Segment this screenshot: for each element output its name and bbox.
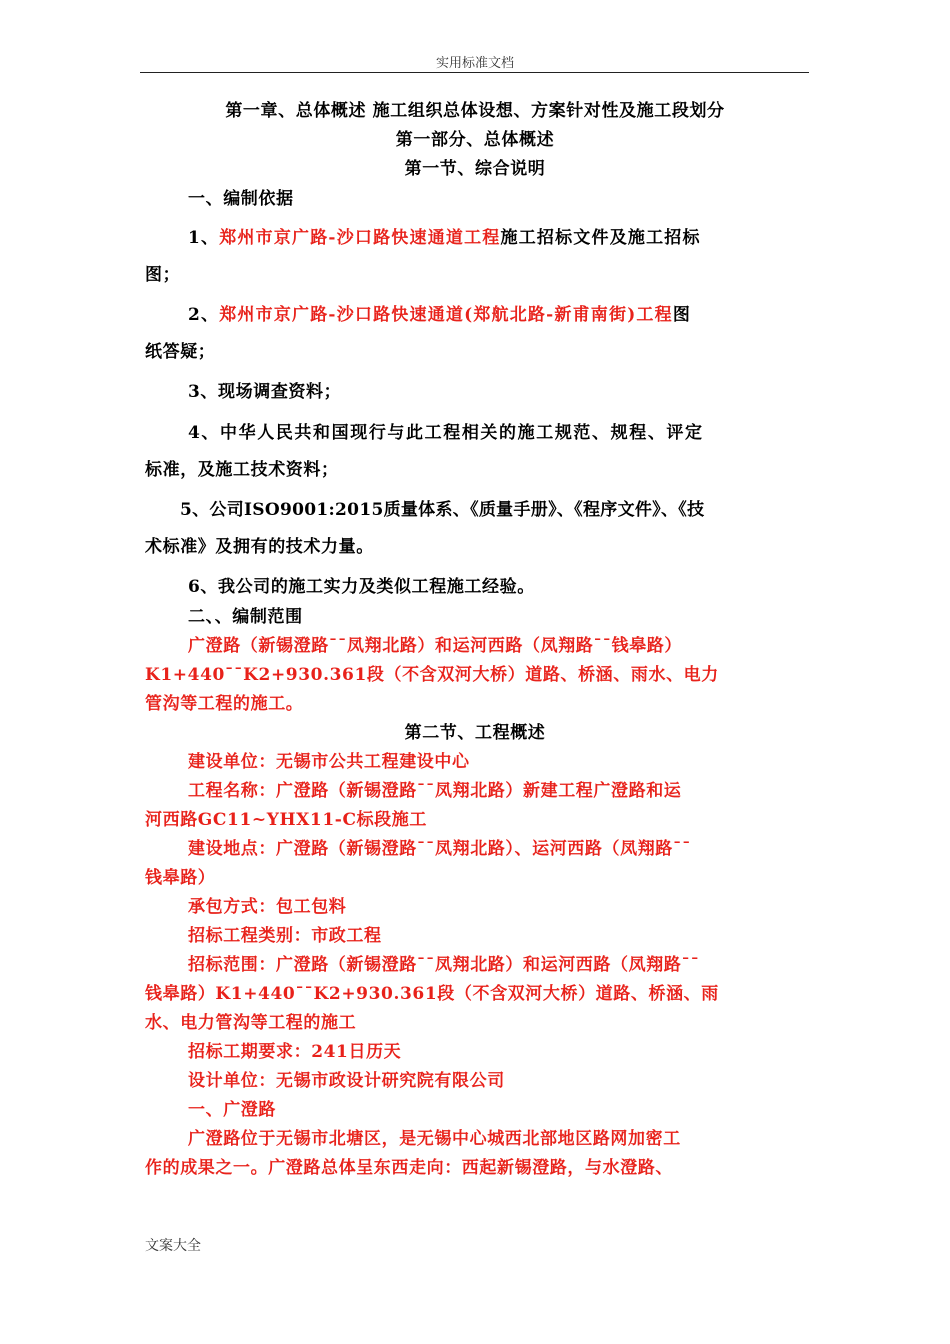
header-divider — [140, 72, 809, 73]
overview-designer: 设计单位：无锡市政设计研究院有限公司 — [188, 1071, 505, 1091]
overview-location-2: 钱皋路） — [145, 868, 216, 888]
basis-item-2-prefix: 2、 — [188, 305, 220, 325]
overview-heading: 第二节、工程概述 — [404, 723, 546, 743]
chapter-title: 第一章、总体概述 施工组织总体设想、方案针对性及施工段划分 — [225, 101, 725, 121]
basis-item-1-rest: 施工招标文件及施工招标 — [500, 228, 701, 248]
overview-builder: 建设单位：无锡市公共工程建设中心 — [188, 752, 470, 772]
section-title: 第一节、综合说明 — [404, 159, 546, 179]
basis-item-5: 5、公司ISO9001:2015质量体系、《质量手册》、《程序文件》、《技 — [180, 500, 705, 520]
overview-range-1: 招标范围：广澄路（新锡澄路¯¯凤翔北路）和运河西路（凤翔路¯¯ — [188, 955, 700, 975]
part-title: 第一部分、总体概述 — [395, 130, 555, 150]
basis-item-1-prefix: 1、 — [188, 228, 220, 248]
scope-heading: 二、、编制范围 — [188, 607, 303, 627]
basis-item-1-project: 郑州市京广路-沙口路快速通道工程 — [219, 228, 501, 248]
basis-item-2 — [188, 304, 691, 326]
road-line-2: 作的成果之一。广澄路总体呈东西走向：西起新锡澄路，与水澄路、 — [145, 1158, 673, 1178]
road-heading: 一、广澄路 — [188, 1100, 276, 1120]
basis-item-2-rest: 图 — [672, 305, 692, 325]
basis-item-1 — [188, 227, 701, 249]
basis-item-2-project: 郑州市京广路-沙口路快速通道(郑航北路-新甫南街)工程 — [219, 305, 673, 325]
overview-name-1: 工程名称：广澄路（新锡澄路¯¯凤翔北路）新建工程广澄路和运 — [188, 781, 682, 801]
overview-range-2: 钱皋路）K1+440¯¯K2+930.361段（不含双河大桥）道路、桥涵、雨 — [145, 984, 719, 1004]
scope-line-2: K1+440¯¯K2+930.361段（不含双河大桥）道路、桥涵、雨水、电力 — [145, 665, 719, 685]
page-footer: 文案大全 — [145, 1238, 201, 1254]
scope-line-1: 广澄路（新锡澄路¯¯凤翔北路）和运河西路（凤翔路¯¯钱皋路） — [188, 636, 682, 656]
basis-item-5-cont: 术标准》及拥有的技术力量。 — [145, 537, 374, 557]
overview-location-1: 建设地点：广澄路（新锡澄路¯¯凤翔北路）、运河西路（凤翔路¯¯ — [188, 839, 692, 859]
basis-heading: 一、编制依据 — [188, 189, 294, 209]
basis-item-6: 6、我公司的施工实力及类似工程施工经验。 — [188, 577, 535, 597]
basis-item-4: 4、中华人民共和国现行与此工程相关的施工规范、规程、评定 — [188, 423, 704, 443]
overview-period: 招标工期要求：241日历天 — [188, 1042, 402, 1062]
overview-contract: 承包方式：包工包料 — [188, 897, 347, 917]
overview-name-2: 河西路GC11~YHX11-C标段施工 — [145, 810, 427, 830]
overview-range-3: 水、电力管沟等工程的施工 — [145, 1013, 357, 1033]
overview-category: 招标工程类别：市政工程 — [188, 926, 382, 946]
basis-item-4-cont: 标准，及施工技术资料； — [145, 460, 339, 480]
basis-item-3: 3、现场调查资料； — [188, 382, 342, 402]
basis-item-2-cont: 纸答疑； — [145, 342, 216, 362]
road-line-1: 广澄路位于无锡市北塘区，是无锡中心城西北部地区路网加密工 — [188, 1129, 681, 1149]
basis-item-1-cont: 图； — [145, 265, 181, 285]
page-header: 实用标准文档 — [435, 56, 514, 71]
scope-line-3: 管沟等工程的施工。 — [145, 694, 304, 714]
